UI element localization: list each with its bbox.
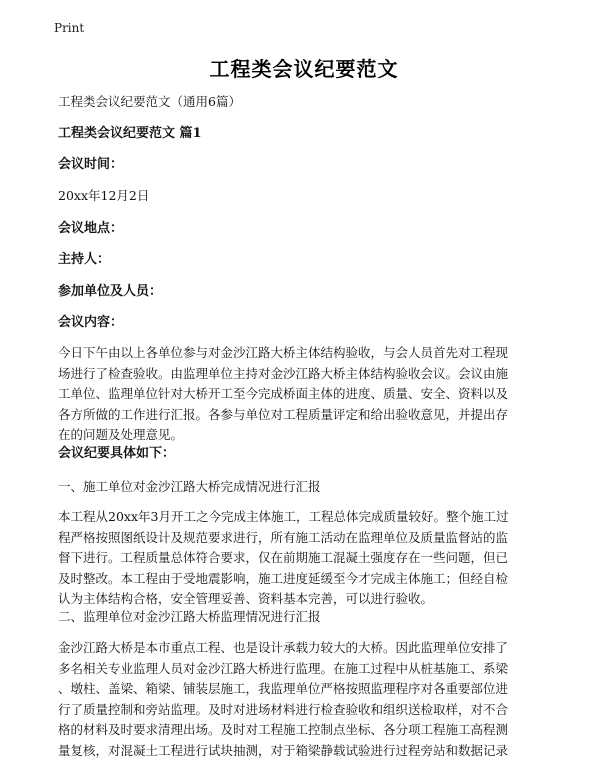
attendees-label: 参加单位及人员： — [58, 284, 163, 299]
document-subtitle: 工程类会议纪要范文（通用6篇） — [58, 94, 241, 109]
paragraph-line: 本工程从20xx年3月开工之今完成主体施工，工程总体完成质量较好。整个施工过 — [58, 509, 509, 524]
paragraph-line: 行了质量控制和旁站监理。及时对进场材料进行检查验收和组织送检取样，对不合 — [58, 701, 509, 717]
paragraph-line: 各方所做的工作进行汇报。各参与单位对工程质量评定和给出验收意见，并提出存 — [58, 406, 509, 422]
item1-heading: 一、施工单位对金沙江路大桥完成情况进行汇报 — [58, 479, 321, 494]
paragraph-line: 督下进行。工程质量总体符合要求，仅在前期施工混凝土强度存在一些问题，但已 — [58, 550, 509, 565]
host-label: 主持人： — [58, 252, 111, 267]
item2-heading: 二、监理单位对金沙江路大桥监理情况进行汇报 — [58, 609, 321, 624]
paragraph-line: 程严格按照图纸设计及规范要求进行，所有施工活动在监理单位及质量监督站的监 — [58, 529, 509, 545]
paragraph-line: 量复核，对混凝土工程进行试块抽测，对于箱梁静载试验进行过程旁站和数据记录 — [58, 742, 509, 758]
item2-paragraph — [58, 638, 550, 761]
intro-paragraph — [58, 343, 550, 446]
item1-paragraph — [58, 507, 550, 610]
section-heading: 工程类会议纪要范文 篇1 — [58, 126, 202, 141]
print-link[interactable]: Print — [54, 21, 85, 35]
document-title: 工程类会议纪要范文 — [209, 57, 399, 81]
paragraph-line: 认为主体结构合格，安全管理妥善、资料基本完善，可以进行验收。 — [58, 591, 434, 606]
meeting-place-label: 会议地点： — [58, 221, 124, 236]
paragraph-line: 场进行了检查验收。由监理单位主持对金沙江路大桥主体结构验收会议。会议由施 — [58, 365, 509, 381]
paragraph-line: 多名相关专业监理人员对金沙江路大桥进行监理。在施工过程中从桩基施工、系梁 — [58, 660, 509, 676]
minutes-heading: 会议纪要具体如下： — [58, 446, 176, 461]
paragraph-line: 工单位、监理单位针对大桥开工至今完成桥面主体的进度、质量、安全、资料以及 — [58, 386, 509, 401]
paragraph-line: 及时整改。本工程由于受地震影响，施工进度延缓至今才完成主体施工；但经自检 — [58, 570, 509, 586]
paragraph-line: 格的材料及时要求清理出场。及时对工程施工控制点坐标、各分项工程施工高程测 — [58, 722, 509, 737]
meeting-date: 20xx年12月2日 — [58, 188, 150, 203]
paragraph-line: 、墩柱、盖梁、箱梁、铺装层施工，我监理单位严格按照监理程序对各重要部位进 — [58, 681, 509, 696]
content-label: 会议内容： — [58, 315, 124, 330]
paragraph-line: 在的问题及处理意见。 — [58, 427, 184, 442]
paragraph-line: 今日下午由以上各单位参与对金沙江路大桥主体结构验收，与会人员首先对工程现 — [58, 345, 509, 360]
meeting-time-label: 会议时间： — [58, 157, 124, 172]
paragraph-line: 金沙江路大桥是本市重点工程、也是设计承载力较大的大桥。因此监理单位安排了 — [58, 640, 509, 655]
